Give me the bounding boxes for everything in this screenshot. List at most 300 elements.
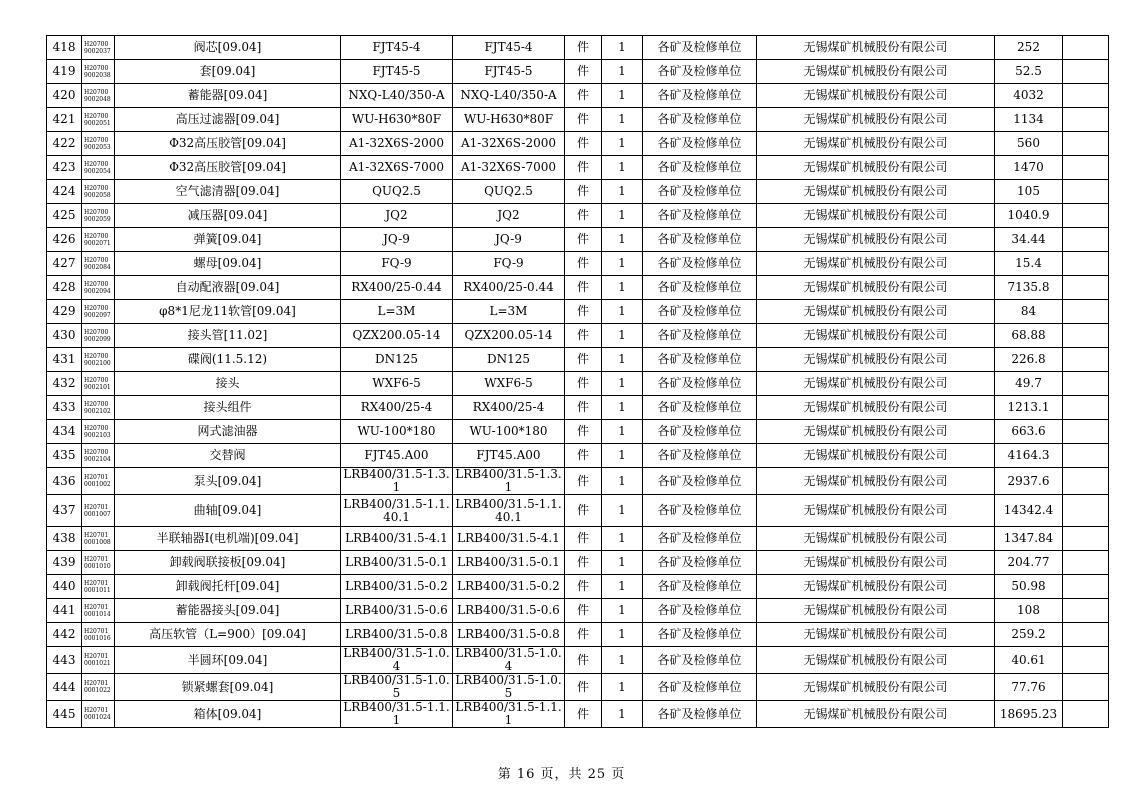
- user-dept-cell: 各矿及检修单位: [643, 527, 757, 551]
- supplier-cell: 无锡煤矿机械股份有限公司: [757, 180, 995, 204]
- material-code-cell: H207009002051: [82, 108, 115, 132]
- spec-cell: WU-100*180: [341, 420, 453, 444]
- part-name-cell: 锁紧螺套[09.04]: [115, 674, 341, 701]
- quantity-cell: 1: [602, 180, 643, 204]
- row-number-cell: 436: [47, 468, 82, 495]
- row-number-cell: 428: [47, 276, 82, 300]
- material-code-cell: H207009002053: [82, 132, 115, 156]
- quantity-cell: 1: [602, 674, 643, 701]
- remarks-cell: [1063, 444, 1109, 468]
- row-number-cell: 432: [47, 372, 82, 396]
- spec-cell: DN125: [341, 348, 453, 372]
- supplier-cell: 无锡煤矿机械股份有限公司: [757, 495, 995, 527]
- unit-cell: 件: [565, 348, 602, 372]
- remarks-cell: [1063, 204, 1109, 228]
- spec-cell: LRB400/31.5-1.1.1: [341, 701, 453, 728]
- user-dept-cell: 各矿及检修单位: [643, 204, 757, 228]
- unit-cell: 件: [565, 36, 602, 60]
- unit-price-cell: 1347.84: [995, 527, 1063, 551]
- unit-cell: 件: [565, 228, 602, 252]
- unit-price-cell: 1470: [995, 156, 1063, 180]
- spec-cell: A1-32X6S-2000: [341, 132, 453, 156]
- quantity-cell: 1: [602, 156, 643, 180]
- table-row: [47, 132, 1109, 156]
- row-number-cell: 418: [47, 36, 82, 60]
- supplier-cell: 无锡煤矿机械股份有限公司: [757, 60, 995, 84]
- unit-cell: 件: [565, 276, 602, 300]
- part-name-cell: 阀芯[09.04]: [115, 36, 341, 60]
- table-row: [47, 575, 1109, 599]
- table-row: [47, 252, 1109, 276]
- user-dept-cell: 各矿及检修单位: [643, 396, 757, 420]
- part-name-cell: 高压过滤器[09.04]: [115, 108, 341, 132]
- quantity-cell: 1: [602, 36, 643, 60]
- remarks-cell: [1063, 60, 1109, 84]
- part-name-cell: 卸载阀联接板[09.04]: [115, 551, 341, 575]
- model-cell: FJT45.A00: [453, 444, 565, 468]
- user-dept-cell: 各矿及检修单位: [643, 551, 757, 575]
- unit-cell: 件: [565, 468, 602, 495]
- quantity-cell: 1: [602, 527, 643, 551]
- model-cell: WXF6-5: [453, 372, 565, 396]
- remarks-cell: [1063, 372, 1109, 396]
- model-cell: WU-100*180: [453, 420, 565, 444]
- unit-price-cell: 52.5: [995, 60, 1063, 84]
- table-row: [47, 647, 1109, 674]
- quantity-cell: 1: [602, 551, 643, 575]
- part-name-cell: 弹簧[09.04]: [115, 228, 341, 252]
- unit-price-cell: 560: [995, 132, 1063, 156]
- user-dept-cell: 各矿及检修单位: [643, 180, 757, 204]
- supplier-cell: 无锡煤矿机械股份有限公司: [757, 623, 995, 647]
- spec-cell: LRB400/31.5-0.6: [341, 599, 453, 623]
- model-cell: A1-32X6S-2000: [453, 132, 565, 156]
- unit-price-cell: 204.77: [995, 551, 1063, 575]
- unit-price-cell: 7135.8: [995, 276, 1063, 300]
- table-row: [47, 495, 1109, 527]
- material-code-cell: H207009002102: [82, 396, 115, 420]
- unit-cell: 件: [565, 527, 602, 551]
- unit-price-cell: 68.88: [995, 324, 1063, 348]
- spec-cell: FJT45.A00: [341, 444, 453, 468]
- remarks-cell: [1063, 623, 1109, 647]
- part-name-cell: 卸载阀托杆[09.04]: [115, 575, 341, 599]
- row-number-cell: 440: [47, 575, 82, 599]
- row-number-cell: 441: [47, 599, 82, 623]
- material-code-cell: H207009002071: [82, 228, 115, 252]
- spec-cell: RX400/25-0.44: [341, 276, 453, 300]
- supplier-cell: 无锡煤矿机械股份有限公司: [757, 300, 995, 324]
- user-dept-cell: 各矿及检修单位: [643, 252, 757, 276]
- part-name-cell: 空气滤清器[09.04]: [115, 180, 341, 204]
- table-row: [47, 444, 1109, 468]
- model-cell: LRB400/31.5-1.3.1: [453, 468, 565, 495]
- material-code-cell: H207009002104: [82, 444, 115, 468]
- user-dept-cell: 各矿及检修单位: [643, 108, 757, 132]
- unit-price-cell: 108: [995, 599, 1063, 623]
- supplier-cell: 无锡煤矿机械股份有限公司: [757, 204, 995, 228]
- model-cell: LRB400/31.5-1.0.5: [453, 674, 565, 701]
- part-name-cell: 螺母[09.04]: [115, 252, 341, 276]
- quantity-cell: 1: [602, 252, 643, 276]
- user-dept-cell: 各矿及检修单位: [643, 575, 757, 599]
- unit-price-cell: 259.2: [995, 623, 1063, 647]
- unit-price-cell: 1040.9: [995, 204, 1063, 228]
- unit-cell: 件: [565, 84, 602, 108]
- remarks-cell: [1063, 36, 1109, 60]
- user-dept-cell: 各矿及检修单位: [643, 228, 757, 252]
- part-name-cell: 曲轴[09.04]: [115, 495, 341, 527]
- unit-price-cell: 14342.4: [995, 495, 1063, 527]
- unit-cell: 件: [565, 156, 602, 180]
- unit-cell: 件: [565, 60, 602, 84]
- user-dept-cell: 各矿及检修单位: [643, 674, 757, 701]
- table-row: [47, 84, 1109, 108]
- supplier-cell: 无锡煤矿机械股份有限公司: [757, 575, 995, 599]
- part-name-cell: 自动配液器[09.04]: [115, 276, 341, 300]
- row-number-cell: 435: [47, 444, 82, 468]
- table-row: [47, 276, 1109, 300]
- material-code-cell: H207009002099: [82, 324, 115, 348]
- remarks-cell: [1063, 674, 1109, 701]
- remarks-cell: [1063, 599, 1109, 623]
- part-name-cell: Φ32高压胶管[09.04]: [115, 132, 341, 156]
- supplier-cell: 无锡煤矿机械股份有限公司: [757, 324, 995, 348]
- row-number-cell: 442: [47, 623, 82, 647]
- model-cell: QUQ2.5: [453, 180, 565, 204]
- material-code-cell: H207009002037: [82, 36, 115, 60]
- material-code-cell: H207009002103: [82, 420, 115, 444]
- user-dept-cell: 各矿及检修单位: [643, 420, 757, 444]
- material-code-cell: H207010001010: [82, 551, 115, 575]
- quantity-cell: 1: [602, 575, 643, 599]
- parts-price-table: [46, 35, 1109, 728]
- unit-price-cell: 49.7: [995, 372, 1063, 396]
- model-cell: NXQ-L40/350-A: [453, 84, 565, 108]
- row-number-cell: 420: [47, 84, 82, 108]
- part-name-cell: 减压器[09.04]: [115, 204, 341, 228]
- user-dept-cell: 各矿及检修单位: [643, 372, 757, 396]
- supplier-cell: 无锡煤矿机械股份有限公司: [757, 599, 995, 623]
- model-cell: QZX200.05-14: [453, 324, 565, 348]
- table-row: [47, 180, 1109, 204]
- spec-cell: FQ-9: [341, 252, 453, 276]
- spec-cell: JQ-9: [341, 228, 453, 252]
- material-code-cell: H207009002038: [82, 60, 115, 84]
- page-number-footer: 第 16 页，共 25 页: [497, 767, 626, 782]
- unit-cell: 件: [565, 396, 602, 420]
- spec-cell: WU-H630*80F: [341, 108, 453, 132]
- user-dept-cell: 各矿及检修单位: [643, 495, 757, 527]
- quantity-cell: 1: [602, 348, 643, 372]
- supplier-cell: 无锡煤矿机械股份有限公司: [757, 276, 995, 300]
- row-number-cell: 424: [47, 180, 82, 204]
- quantity-cell: 1: [602, 623, 643, 647]
- unit-price-cell: 4032: [995, 84, 1063, 108]
- remarks-cell: [1063, 348, 1109, 372]
- unit-price-cell: 18695.23: [995, 701, 1063, 728]
- spec-cell: WXF6-5: [341, 372, 453, 396]
- remarks-cell: [1063, 647, 1109, 674]
- part-name-cell: 蓄能器[09.04]: [115, 84, 341, 108]
- remarks-cell: [1063, 551, 1109, 575]
- material-code-cell: H207009002101: [82, 372, 115, 396]
- supplier-cell: 无锡煤矿机械股份有限公司: [757, 84, 995, 108]
- unit-price-cell: 1134: [995, 108, 1063, 132]
- remarks-cell: [1063, 156, 1109, 180]
- unit-cell: 件: [565, 674, 602, 701]
- supplier-cell: 无锡煤矿机械股份有限公司: [757, 444, 995, 468]
- unit-cell: 件: [565, 252, 602, 276]
- unit-price-cell: 15.4: [995, 252, 1063, 276]
- user-dept-cell: 各矿及检修单位: [643, 84, 757, 108]
- quantity-cell: 1: [602, 420, 643, 444]
- supplier-cell: 无锡煤矿机械股份有限公司: [757, 156, 995, 180]
- part-name-cell: 接头: [115, 372, 341, 396]
- row-number-cell: 429: [47, 300, 82, 324]
- model-cell: DN125: [453, 348, 565, 372]
- model-cell: WU-H630*80F: [453, 108, 565, 132]
- table-row: [47, 156, 1109, 180]
- quantity-cell: 1: [602, 60, 643, 84]
- unit-price-cell: 50.98: [995, 575, 1063, 599]
- table-row: [47, 204, 1109, 228]
- user-dept-cell: 各矿及检修单位: [643, 300, 757, 324]
- row-number-cell: 421: [47, 108, 82, 132]
- table-row: [47, 348, 1109, 372]
- model-cell: LRB400/31.5-0.8: [453, 623, 565, 647]
- unit-cell: 件: [565, 647, 602, 674]
- unit-price-cell: 663.6: [995, 420, 1063, 444]
- row-number-cell: 425: [47, 204, 82, 228]
- remarks-cell: [1063, 324, 1109, 348]
- row-number-cell: 427: [47, 252, 82, 276]
- user-dept-cell: 各矿及检修单位: [643, 276, 757, 300]
- unit-price-cell: 34.44: [995, 228, 1063, 252]
- supplier-cell: 无锡煤矿机械股份有限公司: [757, 108, 995, 132]
- user-dept-cell: 各矿及检修单位: [643, 468, 757, 495]
- spec-cell: LRB400/31.5-1.0.4: [341, 647, 453, 674]
- row-number-cell: 444: [47, 674, 82, 701]
- table-row: [47, 527, 1109, 551]
- row-number-cell: 445: [47, 701, 82, 728]
- spec-cell: LRB400/31.5-0.2: [341, 575, 453, 599]
- quantity-cell: 1: [602, 300, 643, 324]
- unit-price-cell: 4164.3: [995, 444, 1063, 468]
- material-code-cell: H207010001011: [82, 575, 115, 599]
- part-name-cell: 半圆环[09.04]: [115, 647, 341, 674]
- quantity-cell: 1: [602, 599, 643, 623]
- model-cell: LRB400/31.5-1.1.40.1: [453, 495, 565, 527]
- material-code-cell: H207009002100: [82, 348, 115, 372]
- table-row: [47, 623, 1109, 647]
- user-dept-cell: 各矿及检修单位: [643, 444, 757, 468]
- row-number-cell: 437: [47, 495, 82, 527]
- spec-cell: A1-32X6S-7000: [341, 156, 453, 180]
- quantity-cell: 1: [602, 324, 643, 348]
- supplier-cell: 无锡煤矿机械股份有限公司: [757, 647, 995, 674]
- table-row: [47, 300, 1109, 324]
- quantity-cell: 1: [602, 647, 643, 674]
- supplier-cell: 无锡煤矿机械股份有限公司: [757, 551, 995, 575]
- remarks-cell: [1063, 132, 1109, 156]
- unit-cell: 件: [565, 324, 602, 348]
- quantity-cell: 1: [602, 84, 643, 108]
- model-cell: LRB400/31.5-0.1: [453, 551, 565, 575]
- part-name-cell: Φ32高压胶管[09.04]: [115, 156, 341, 180]
- user-dept-cell: 各矿及检修单位: [643, 60, 757, 84]
- unit-price-cell: 1213.1: [995, 396, 1063, 420]
- table-row: [47, 599, 1109, 623]
- model-cell: LRB400/31.5-0.6: [453, 599, 565, 623]
- table-row: [47, 674, 1109, 701]
- unit-cell: 件: [565, 180, 602, 204]
- user-dept-cell: 各矿及检修单位: [643, 156, 757, 180]
- supplier-cell: 无锡煤矿机械股份有限公司: [757, 396, 995, 420]
- user-dept-cell: 各矿及检修单位: [643, 132, 757, 156]
- row-number-cell: 422: [47, 132, 82, 156]
- quantity-cell: 1: [602, 495, 643, 527]
- supplier-cell: 无锡煤矿机械股份有限公司: [757, 420, 995, 444]
- part-name-cell: 高压软管（L=900）[09.04]: [115, 623, 341, 647]
- part-name-cell: 交替阀: [115, 444, 341, 468]
- table-row: [47, 701, 1109, 728]
- unit-cell: 件: [565, 372, 602, 396]
- part-name-cell: 网式滤油器: [115, 420, 341, 444]
- row-number-cell: 438: [47, 527, 82, 551]
- quantity-cell: 1: [602, 108, 643, 132]
- remarks-cell: [1063, 252, 1109, 276]
- remarks-cell: [1063, 396, 1109, 420]
- unit-cell: 件: [565, 623, 602, 647]
- model-cell: LRB400/31.5-1.1.1: [453, 701, 565, 728]
- table-row: [47, 372, 1109, 396]
- quantity-cell: 1: [602, 276, 643, 300]
- row-number-cell: 430: [47, 324, 82, 348]
- unit-cell: 件: [565, 575, 602, 599]
- quantity-cell: 1: [602, 204, 643, 228]
- row-number-cell: 443: [47, 647, 82, 674]
- supplier-cell: 无锡煤矿机械股份有限公司: [757, 527, 995, 551]
- row-number-cell: 439: [47, 551, 82, 575]
- remarks-cell: [1063, 527, 1109, 551]
- spec-cell: QZX200.05-14: [341, 324, 453, 348]
- unit-cell: 件: [565, 204, 602, 228]
- quantity-cell: 1: [602, 444, 643, 468]
- part-name-cell: 半联轴器Ⅰ(电机端)[09.04]: [115, 527, 341, 551]
- remarks-cell: [1063, 84, 1109, 108]
- spec-cell: RX400/25-4: [341, 396, 453, 420]
- unit-cell: 件: [565, 701, 602, 728]
- supplier-cell: 无锡煤矿机械股份有限公司: [757, 228, 995, 252]
- material-code-cell: H207009002054: [82, 156, 115, 180]
- quantity-cell: 1: [602, 701, 643, 728]
- table-row: [47, 36, 1109, 60]
- part-name-cell: 碟阀(11.5.12): [115, 348, 341, 372]
- unit-cell: 件: [565, 444, 602, 468]
- material-code-cell: H207009002048: [82, 84, 115, 108]
- user-dept-cell: 各矿及检修单位: [643, 36, 757, 60]
- material-code-cell: H207009002084: [82, 252, 115, 276]
- table-row: [47, 228, 1109, 252]
- spec-cell: NXQ-L40/350-A: [341, 84, 453, 108]
- material-code-cell: H207010001014: [82, 599, 115, 623]
- unit-price-cell: 252: [995, 36, 1063, 60]
- quantity-cell: 1: [602, 228, 643, 252]
- spec-cell: QUQ2.5: [341, 180, 453, 204]
- spec-cell: LRB400/31.5-0.8: [341, 623, 453, 647]
- quantity-cell: 1: [602, 372, 643, 396]
- supplier-cell: 无锡煤矿机械股份有限公司: [757, 132, 995, 156]
- table-row: [47, 468, 1109, 495]
- unit-cell: 件: [565, 300, 602, 324]
- part-name-cell: φ8*1尼龙11软管[09.04]: [115, 300, 341, 324]
- table-row: [47, 420, 1109, 444]
- user-dept-cell: 各矿及检修单位: [643, 623, 757, 647]
- spec-cell: JQ2: [341, 204, 453, 228]
- model-cell: FJT45-5: [453, 60, 565, 84]
- row-number-cell: 419: [47, 60, 82, 84]
- model-cell: JQ-9: [453, 228, 565, 252]
- part-name-cell: 接头组件: [115, 396, 341, 420]
- remarks-cell: [1063, 228, 1109, 252]
- model-cell: RX400/25-0.44: [453, 276, 565, 300]
- supplier-cell: 无锡煤矿机械股份有限公司: [757, 252, 995, 276]
- row-number-cell: 434: [47, 420, 82, 444]
- model-cell: LRB400/31.5-1.0.4: [453, 647, 565, 674]
- table-row: [47, 396, 1109, 420]
- remarks-cell: [1063, 108, 1109, 132]
- material-code-cell: H207009002058: [82, 180, 115, 204]
- remarks-cell: [1063, 495, 1109, 527]
- table-row: [47, 60, 1109, 84]
- remarks-cell: [1063, 300, 1109, 324]
- remarks-cell: [1063, 180, 1109, 204]
- material-code-cell: H207010001016: [82, 623, 115, 647]
- supplier-cell: 无锡煤矿机械股份有限公司: [757, 372, 995, 396]
- material-code-cell: H207010001022: [82, 674, 115, 701]
- spec-cell: LRB400/31.5-4.1: [341, 527, 453, 551]
- table-row: [47, 108, 1109, 132]
- unit-price-cell: 40.61: [995, 647, 1063, 674]
- spec-cell: LRB400/31.5-1.3.1: [341, 468, 453, 495]
- supplier-cell: 无锡煤矿机械股份有限公司: [757, 674, 995, 701]
- part-name-cell: 接头管[11.02]: [115, 324, 341, 348]
- model-cell: L=3M: [453, 300, 565, 324]
- user-dept-cell: 各矿及检修单位: [643, 701, 757, 728]
- material-code-cell: H207010001008: [82, 527, 115, 551]
- quantity-cell: 1: [602, 396, 643, 420]
- user-dept-cell: 各矿及检修单位: [643, 647, 757, 674]
- model-cell: A1-32X6S-7000: [453, 156, 565, 180]
- unit-cell: 件: [565, 495, 602, 527]
- material-code-cell: H207009002097: [82, 300, 115, 324]
- unit-cell: 件: [565, 599, 602, 623]
- material-code-cell: H207009002094: [82, 276, 115, 300]
- unit-cell: 件: [565, 108, 602, 132]
- part-name-cell: 套[09.04]: [115, 60, 341, 84]
- spec-cell: LRB400/31.5-0.1: [341, 551, 453, 575]
- part-name-cell: 箱体[09.04]: [115, 701, 341, 728]
- unit-cell: 件: [565, 551, 602, 575]
- unit-cell: 件: [565, 132, 602, 156]
- row-number-cell: 431: [47, 348, 82, 372]
- part-name-cell: 泵头[09.04]: [115, 468, 341, 495]
- model-cell: RX400/25-4: [453, 396, 565, 420]
- remarks-cell: [1063, 276, 1109, 300]
- part-name-cell: 蓄能器接头[09.04]: [115, 599, 341, 623]
- supplier-cell: 无锡煤矿机械股份有限公司: [757, 348, 995, 372]
